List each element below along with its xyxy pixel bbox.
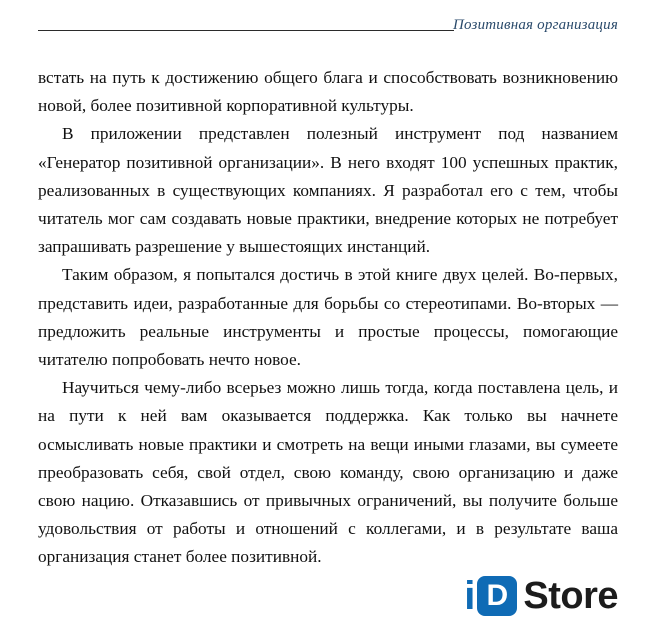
- logo-letter-i: i: [464, 574, 476, 618]
- paragraph: В приложении представлен полезный инструмент под названием «Генератор позитивной организации». В него входят 100 успешных практик, реализованных в существующих компаниях. Я разработал его с тем, чтобы читатель мог сам создавать новые практики, внедрение которых не потребует запрашивать разрешение у вышестоящих инстанций.: [38, 124, 618, 257]
- paragraph: встать на путь к достижению общего блага и способствовать возникновению новой, более позитивной корпоративной культуры.: [38, 68, 618, 116]
- page-header: [38, 0, 618, 44]
- header-divider: [38, 30, 454, 31]
- running-title: Позитивная организация: [452, 17, 618, 33]
- logo-letter-d: D: [477, 576, 517, 616]
- paragraph: Научиться чему-либо всерьез можно лишь тогда, когда поставлена цель, и на пути к ней вам оказывается поддержка. Как только вы начнете осмысливать новые практики и смотреть на вещи иными глазами, вы сумеете преобразовать себя, свой отдел, свою команду, свою организацию и даже свою нацию. Отказавшись от привычных ограничений, вы получите больше удовольствия от работы и отношений с коллегами, и в результате ваша организация станет более позитивной.: [38, 378, 618, 567]
- logo-word-store: Store: [523, 575, 618, 617]
- idstore-watermark-logo: [464, 572, 618, 620]
- paragraph: Таким образом, я попытался достичь в этой книге двух целей. Во-первых, представить идеи, разработанные для борьбы со стереотипами. Во-вторых — предложить реальные инструменты и простые процессы, помогающие читателю попробовать нечто новое.: [38, 265, 618, 370]
- body-text: [38, 64, 618, 572]
